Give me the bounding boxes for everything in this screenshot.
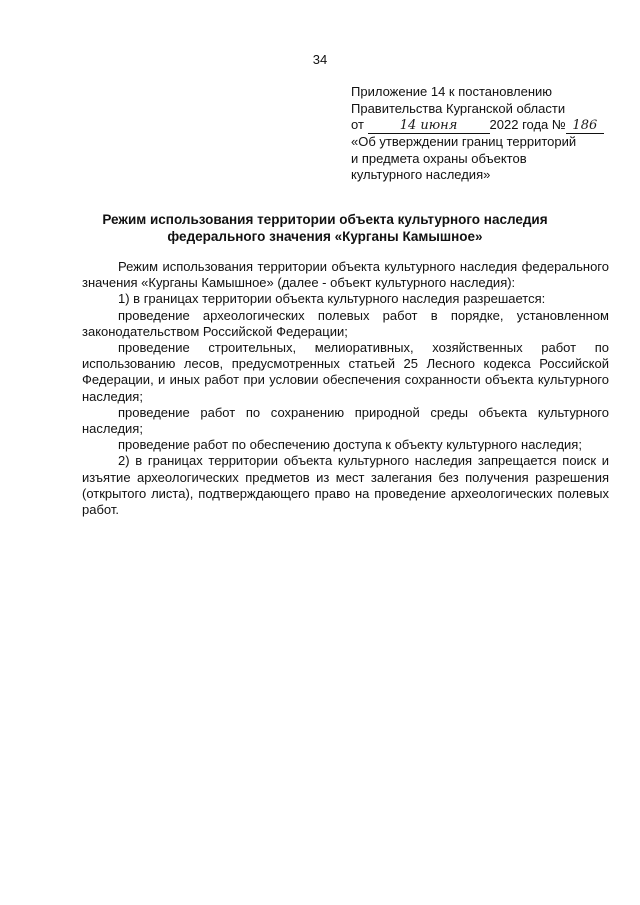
page-number: 34 [312, 52, 328, 67]
title-line-1: Режим использования территории объекта культурного наследия [102, 212, 548, 227]
paragraph-intro: Режим использования территории объекта культурного наследия федерального значения «Курганы Камышное» (далее - объект культурного наследия): [82, 259, 609, 291]
document-body [82, 259, 609, 518]
paragraph-permitted-heading: 1) в границах территории объекта культурного наследия разрешается: [118, 291, 546, 307]
appendix-line-2: Правительства Курганской области [351, 100, 566, 116]
paragraph-construction-work: проведение строительных, мелиоративных, хозяйственных работ по использованию лесов, предусмотренных статьей 25 Лесного кодекса Российской Федерации, и иных работ при условии обеспечения сохранности объекта культурного наследия; [82, 340, 609, 404]
paragraph-prohibited: 2) в границах территории объекта культурного наследия запрещается поиск и изъятие археологических предметов из мест залегания без получения разрешения (открытого листа), подтверждающего право на проведение археологических полевых работ. [82, 453, 609, 518]
appendix-line-6: культурного наследия» [351, 167, 491, 182]
paragraph-access: проведение работ по обеспечению доступа к объекту культурного наследия; [118, 437, 582, 453]
year-text: 2022 года № [489, 117, 566, 132]
handwritten-number: 186 [566, 119, 604, 134]
handwritten-date: 14 июня [368, 119, 490, 134]
appendix-line-1: Приложение 14 к постановлению [351, 84, 553, 99]
date-prefix: от [351, 117, 364, 132]
title-line-2: федерального значения «Курганы Камышное» [167, 229, 483, 244]
appendix-date-line [351, 117, 626, 134]
appendix-header [351, 84, 626, 184]
appendix-line-5: и предмета охраны объектов [351, 150, 527, 166]
paragraph-nature-preservation: проведение работ по сохранению природной среды объекта культурного наследия; [82, 404, 609, 437]
paragraph-archaeological-work: проведение археологических полевых работ в порядке, установленном законодательством Российской Федерации; [82, 307, 609, 339]
document-title [60, 211, 590, 245]
appendix-line-4: «Об утверждении границ территорий [351, 134, 577, 149]
